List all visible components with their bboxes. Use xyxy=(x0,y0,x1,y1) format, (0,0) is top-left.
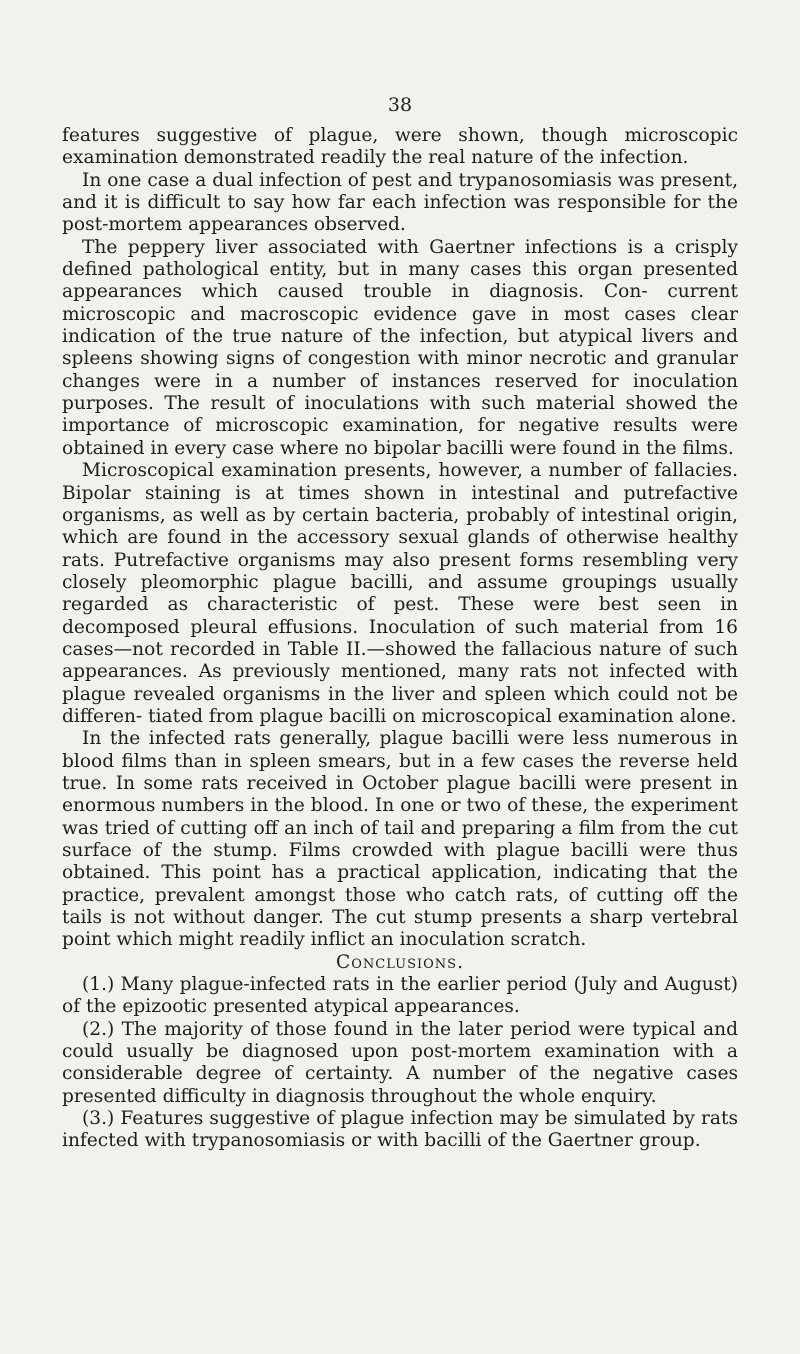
paragraph: In the infected rats generally, plague bacilli were less numerous in blood films than in spleen smears, but in a few cases the reverse held true. In some rats received in October plague bacilli were present in enormous numbers in the blood. In one or two of these, the experiment was tried of cutting off an inch of tail and preparing a film from the cut surface of the stump. Films crowded with plague bacilli were thus obtained. This point has a practical application, indicating that the practice, prevalent amongst those who catch rats, of cutting off the tails is not without danger. The cut stump presents a sharp vertebral point which might readily inflict an inoculation scratch. xyxy=(62,728,738,951)
paragraph: features suggestive of plague, were shown, though microscopic examination demonstrated readily the real nature of the infection. xyxy=(62,125,738,169)
body-text xyxy=(62,125,738,1153)
paragraph: The peppery liver associated with Gaertner infections is a crisply defined pathological entity, but in many cases this organ presented appearances which caused trouble in diagnosis. Con- current microscopic and macroscopic evidence gave in most cases clear indication of the true nature of the infection, but atypical livers and spleens showing signs of congestion with minor necrotic and granular changes were in a number of instances reserved for inoculation purposes. The result of inoculations with such material showed the importance of microscopic examination, for negative results were obtained in every case where no bipolar bacilli were found in the films. xyxy=(62,236,738,459)
conclusion-item: (2.) The majority of those found in the later period were typical and could usually be diagnosed upon post-mortem examination with a considerable degree of certainty. A number of the negative cases presented difficulty in diagnosis throughout the whole enquiry. xyxy=(62,1018,738,1107)
section-heading-conclusions: Conclusions. xyxy=(336,951,464,973)
paragraph: Microscopical examination presents, however, a number of fallacies. Bipolar staining is at times shown in intestinal and putrefactive organisms, as well as by certain bacteria, probably of intestinal origin, which are found in the accessory sexual glands of otherwise healthy rats. Putrefactive organisms may also present forms resembling very closely pleomorphic plague bacilli, and assume groupings usually regarded as characteristic of pest. These were best seen in decomposed pleural effusions. Inoculation of such material from 16 cases—not recorded in Table II.—showed the fallacious nature of such appearances. As previously mentioned, many rats not infected with plague revealed organisms in the liver and spleen which could not be differen- tiated from plague bacilli on microscopical examination alone. xyxy=(62,460,738,727)
conclusion-item: (3.) Features suggestive of plague infection may be simulated by rats infected with trypanosomiasis or with bacilli of the Gaertner group. xyxy=(62,1108,738,1152)
conclusion-item: (1.) Many plague-infected rats in the earlier period (July and August) of the epizootic presented atypical appearances. xyxy=(62,974,738,1018)
page-number: 38 xyxy=(387,94,413,116)
paragraph: In one case a dual infection of pest and trypanosomiasis was present, and it is difficult to say how far each infection was responsible for the post-mortem appearances observed. xyxy=(62,169,739,236)
